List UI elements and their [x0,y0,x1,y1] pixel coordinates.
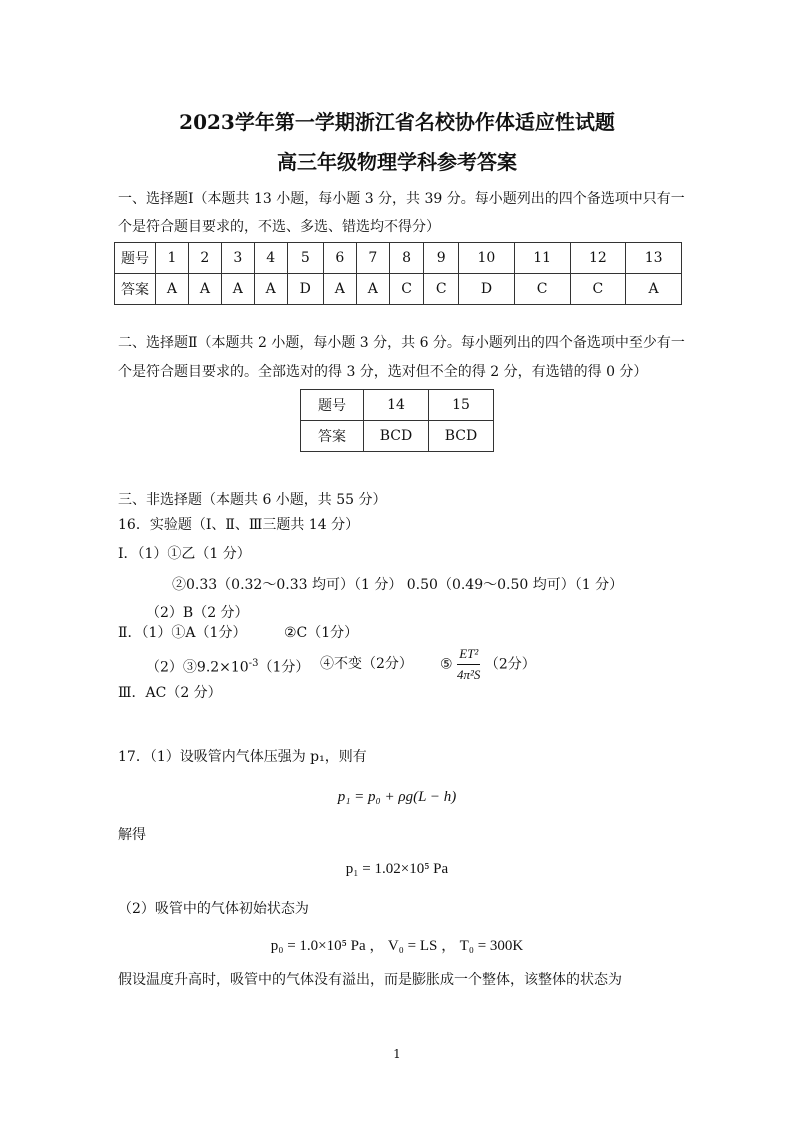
answer-cell: D [459,274,515,305]
q16-ii-part2a [146,654,309,678]
q16-i-part1: Ⅰ．（1）①乙（1 分） [118,546,251,562]
answer-cell: A [188,274,221,305]
question-number: 10 [459,243,515,274]
question-number: 6 [323,243,356,274]
question-number: 8 [389,243,424,274]
q17-equation-3: p₀ = 1.0×10⁵ Pa ， V₀ = LS ， T₀ = 300K [270,938,524,954]
q16-i-part1-answer2: ②0.33（0.32～0.33 均可）（1 分） 0.50（0.49～0.50 均可）（1 分） [172,577,624,593]
q17-equation-1: p₁ = p₀ + ρg(L − h) [337,789,457,805]
answer-cell: C [570,274,626,305]
row-label: 答案 [301,421,364,452]
answer-cell: C [514,274,570,305]
row-label: 题号 [115,243,156,274]
q17-assumption: 假设温度升高时，吸管中的气体没有溢出，而是膨胀成一个整体，该整体的状态为 [118,972,622,988]
q16-ii-part1b: ②C（1分） [284,625,359,641]
q16-ii-part2a-score: （1分） [258,659,310,676]
row-label: 答案 [115,274,156,305]
answer-cell: C [424,274,459,305]
row-label: 题号 [301,390,364,421]
section2-answer-table [300,389,494,452]
q16-heading: 16．实验题（Ⅰ、Ⅱ、Ⅲ三题共 14 分） [118,517,360,533]
question-number: 15 [429,390,494,421]
section1-instruction-line2: 个是符合题目要求的，不选、多选、错选均不得分） [118,219,440,235]
answer-cell: A [254,274,287,305]
answer-cell: A [626,274,682,305]
question-number: 5 [287,243,323,274]
q16-i-part2: （2）B（2 分） [146,605,249,621]
answer-cell: A [221,274,254,305]
q16-ii-part2c-marker: ⑤ [440,656,453,673]
q16-ii-part2c [440,644,536,685]
answer-cell: C [389,274,424,305]
fraction-formula [457,644,480,685]
section2-instruction-line1: 二、选择题Ⅱ（本题共 2 小题，每小题 3 分，共 6 分。每小题列出的四个备选项中至少有一 [118,335,685,351]
question-number: 1 [156,243,189,274]
question-number-row [301,390,494,421]
answer-cell: A [323,274,356,305]
answer-cell: BCD [364,421,429,452]
document-title: 2023学年第一学期浙江省名校协作体适应性试题 [179,110,615,134]
answer-cell: BCD [429,421,494,452]
question-number: 9 [424,243,459,274]
q16-ii-part2a-exponent: -3 [248,658,259,669]
question-number: 7 [356,243,389,274]
question-number: 4 [254,243,287,274]
answer-cell: A [356,274,389,305]
q16-ii-part2c-score: （2分） [484,656,536,673]
section1-instruction-line1: 一、选择题Ⅰ（本题共 13 小题，每小题 3 分，共 39 分。每小题列出的四个备选项中只有一 [118,191,685,207]
answer-row [301,421,494,452]
question-number: 3 [221,243,254,274]
answer-row [115,274,682,305]
q17-intro: 17．（1）设吸管内气体压强为 p₁，则有 [118,749,367,765]
question-number: 13 [626,243,682,274]
page-number: 1 [393,1047,401,1061]
q17-part2: （2）吸管中的气体初始状态为 [118,901,309,917]
answer-cell: A [156,274,189,305]
question-number: 14 [364,390,429,421]
answer-cell: D [287,274,323,305]
q16-iii: Ⅲ．AC（2 分） [118,685,222,701]
q17-equation-2: p₁ = 1.02×10⁵ Pa [345,861,449,877]
question-number: 12 [570,243,626,274]
section3-heading: 三、非选择题（本题共 6 小题，共 55 分） [118,492,387,508]
q16-ii-part1a: Ⅱ．（1）①A（1分） [118,625,247,641]
question-number-row [115,243,682,274]
question-number: 11 [514,243,570,274]
fraction-denominator: 4π²S [457,667,481,682]
document-subtitle: 高三年级物理学科参考答案 [277,150,517,174]
q16-ii-part2b: ④不变（2分） [320,656,413,672]
q17-solve-label: 解得 [118,827,146,843]
fraction-numerator: ET² [457,644,480,665]
q16-ii-part2a-base: （2）③9.2×10 [146,659,249,676]
section1-answer-table [114,242,682,305]
question-number: 2 [188,243,221,274]
section2-instruction-line2: 个是符合题目要求的。全部选对的得 3 分，选对但不全的得 2 分，有选错的得 0 分） [118,364,648,380]
